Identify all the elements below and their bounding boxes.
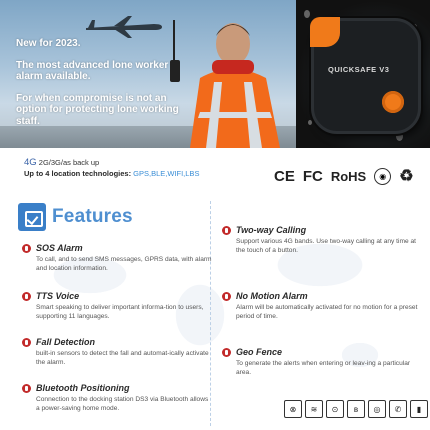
bluetooth-icon: ʙ <box>347 400 365 418</box>
mfi-icon: ◉ <box>374 168 391 185</box>
feature-desc: Support various 4G bands. Use two-way calling at any time at the touch of a button. <box>236 238 416 255</box>
feature-geo-fence <box>222 347 418 378</box>
device-sos-button <box>382 91 404 113</box>
feature-desc: Smart speaking to deliver important informa-tion to users, supporting 11 languages. <box>36 304 204 321</box>
features-title: Features <box>52 206 133 227</box>
checklist-icon <box>18 203 46 231</box>
feature-two-way-calling <box>222 225 418 256</box>
phone-icon: ✆ <box>389 400 407 418</box>
alarm-icon <box>22 292 31 301</box>
device-photo <box>296 0 430 148</box>
sos-icon: ⊗ <box>284 400 302 418</box>
feature-desc: Connection to the docking station DS3 via Bluetooth allows a power-saving home mode. <box>36 396 209 413</box>
ce-logo: CE <box>274 167 295 185</box>
specs-block <box>24 157 199 179</box>
alarm-icon <box>22 338 31 347</box>
alarm-icon <box>22 384 31 393</box>
feature-bluetooth-positioning <box>22 383 212 414</box>
feature-title: Bluetooth Positioning <box>36 383 130 393</box>
hero-line-3: For when compromise is not an option for protecting lone working staff. <box>16 92 179 127</box>
features-header <box>18 203 133 231</box>
feature-title: TTS Voice <box>36 291 80 301</box>
alarm-icon <box>222 348 231 357</box>
feature-desc: built-in sensors to detect the fall and automat-ically activate the alarm. <box>36 350 209 367</box>
feature-icons-row <box>284 400 428 418</box>
hero-line-2: The most advanced lone worker alarm available. <box>16 59 169 82</box>
wifi-icon: ≋ <box>305 400 323 418</box>
location-line <box>24 168 199 179</box>
network-line <box>24 157 199 168</box>
alarm-icon <box>222 292 231 301</box>
location-tech: GPS,BLE,WIFI,LBS <box>133 169 200 178</box>
network-main: 4G <box>24 157 37 168</box>
airplane-image <box>84 14 164 40</box>
features-section <box>0 195 430 430</box>
rohs-logo: RoHS <box>330 168 367 184</box>
hero-banner <box>0 0 430 148</box>
feature-title: No Motion Alarm <box>236 291 308 301</box>
feature-desc: To generate the alerts when entering or leav-ing a particular area. <box>236 360 411 377</box>
hero-line-1: New for 2023. <box>16 38 81 49</box>
certification-logos <box>274 165 414 187</box>
fcc-logo: FC <box>302 167 323 185</box>
feature-tts-voice <box>22 291 212 322</box>
device-label: QUICKSAFE V3 <box>328 65 390 74</box>
location-prefix: Up to 4 location technologies: <box>24 169 134 178</box>
signal-icon: ▮ <box>410 400 428 418</box>
feature-title: Two-way Calling <box>236 225 307 235</box>
feature-sos-alarm <box>22 243 212 274</box>
gps-icon: ⊙ <box>326 400 344 418</box>
alarm-icon <box>22 244 31 253</box>
worker-photo <box>170 0 295 148</box>
recycle-icon: ♻ <box>399 168 414 185</box>
feature-desc: Alarm will be automatically activated for no motion for a preset period of time. <box>236 304 418 321</box>
feature-title: Fall Detection <box>36 337 96 347</box>
alarm-device <box>311 18 421 134</box>
feature-title: SOS Alarm <box>36 243 83 253</box>
alarm-icon <box>222 226 231 235</box>
feature-no-motion-alarm <box>222 291 418 322</box>
hero-text <box>16 38 186 137</box>
location-icon: ◎ <box>368 400 386 418</box>
feature-title: Geo Fence <box>236 347 283 357</box>
feature-desc: To call, and to send SMS messages, GPRS data, with alarm and location information. <box>36 256 212 273</box>
network-rest: 2G/3G/as back up <box>36 158 100 167</box>
feature-fall-detection <box>22 337 212 368</box>
